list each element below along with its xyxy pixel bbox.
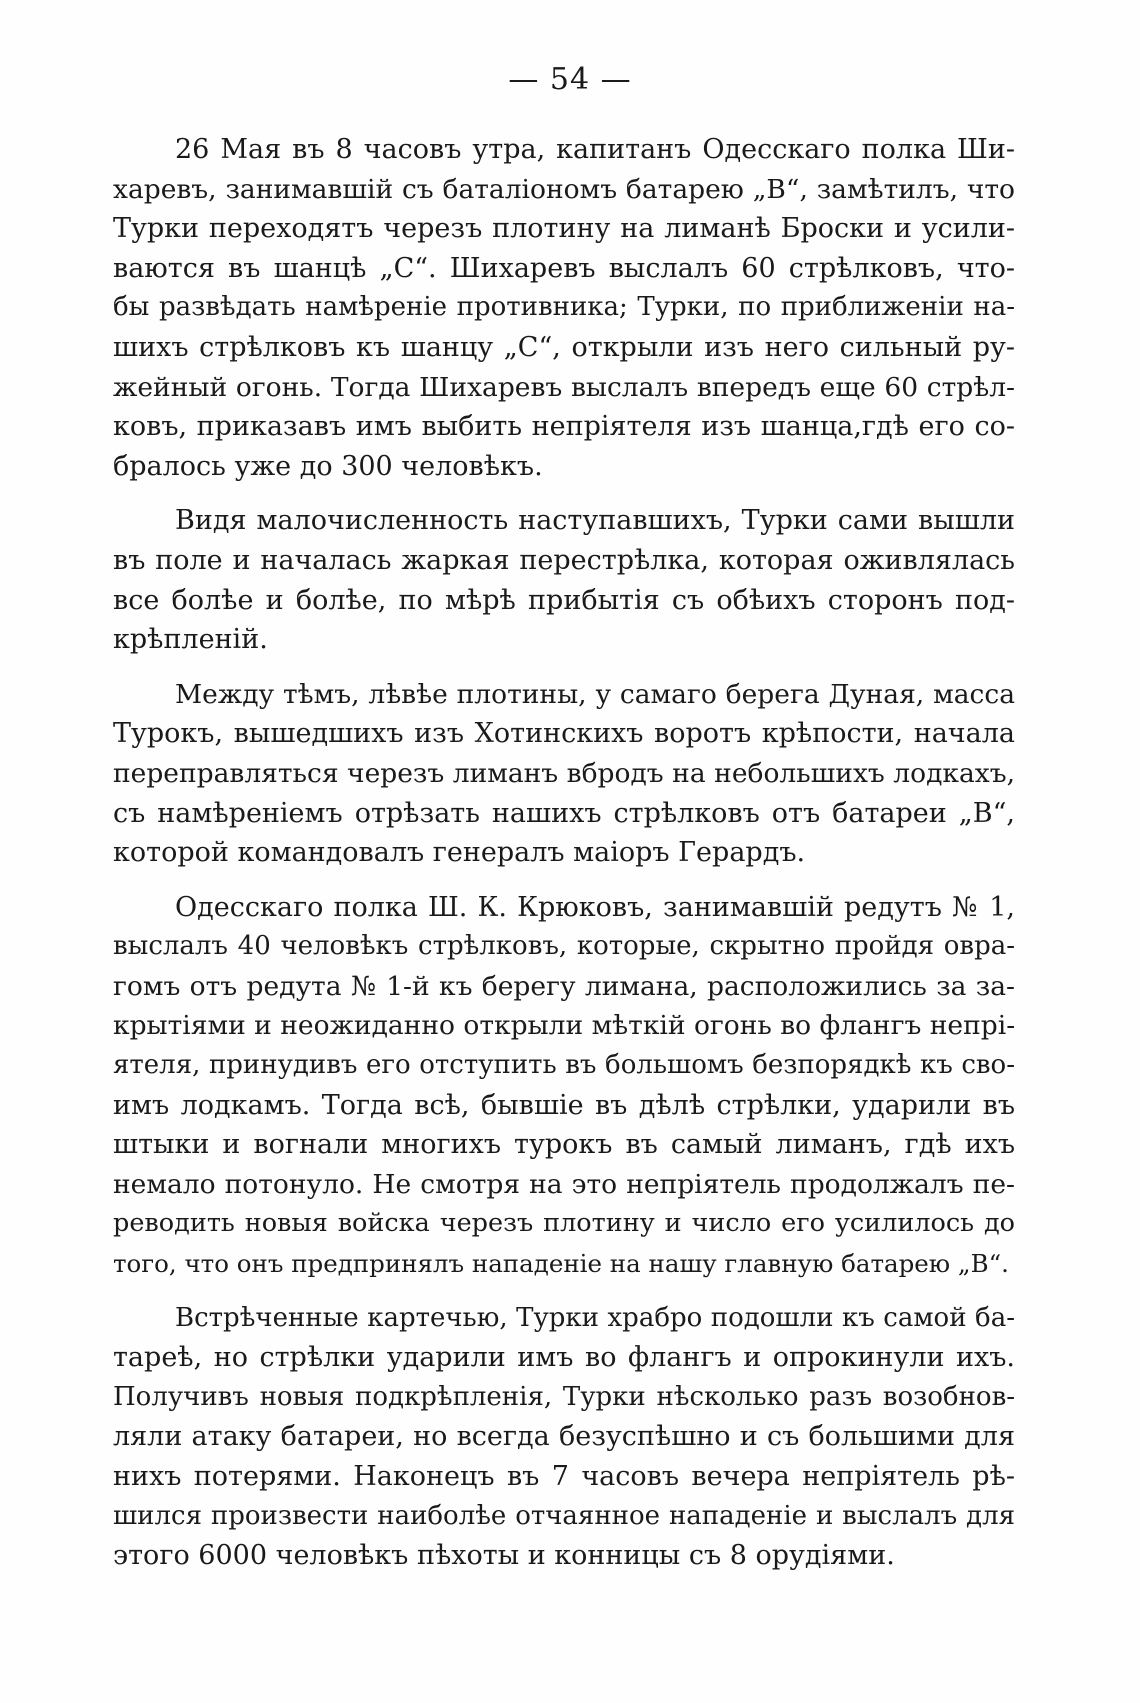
text-line: шихъ стрѣлковъ къ шанцу „С“, открыли изъ него сильный ру- bbox=[113, 331, 1015, 363]
text-line: Встрѣченные картечью, Турки храбро подошли къ самой ба- bbox=[175, 1302, 1015, 1333]
paragraph bbox=[113, 888, 1015, 1284]
text-line: харевъ, занимавшій съ баталіономъ батарею „В“, замѣтилъ, что bbox=[113, 173, 1015, 205]
text-line: штыки и вогнали многихъ турокъ въ самый лиманъ, гдѣ ихъ bbox=[113, 1129, 1015, 1161]
text-line: Турокъ, вышедшихъ изъ Хотинскихъ воротъ крѣпости, начала bbox=[113, 718, 1015, 750]
text-line: бы развѣдать намѣреніе противника; Турки, по приближеніи на- bbox=[113, 292, 1015, 323]
text-line: ваются въ шанцѣ „С“. Шихаревъ выслалъ 60 стрѣлковъ, что- bbox=[113, 252, 1015, 284]
text-line: крытіями и неожиданно открыли мѣткій огонь во флангъ непрі- bbox=[113, 1010, 1016, 1042]
paragraph bbox=[113, 1299, 1015, 1576]
text-line: этого 6000 человѣкъ пѣхоты и конницы съ 8 орудіями. bbox=[113, 1540, 895, 1572]
text-line: крѣпленій. bbox=[113, 624, 268, 656]
text-line: ковъ, приказавъ имъ выбить непріятеля изъ шанца,гдѣ его со- bbox=[113, 411, 1015, 443]
text-line: все болѣе и болѣе, по мѣрѣ прибытія съ обѣихъ сторонъ под- bbox=[113, 584, 1015, 616]
paragraph bbox=[113, 501, 1015, 659]
text-line: Турки переходятъ черезъ плотину на лиманѣ Броски и усили- bbox=[113, 213, 1015, 245]
text-line: того, что онъ предпринялъ нападеніе на нашу главную батарею „В“. bbox=[113, 1249, 1009, 1279]
text-line: реводить новыя войска черезъ плотину и число его усилилось до bbox=[113, 1208, 1015, 1239]
text-line: Видя малочисленность наступавшихъ, Турки сами вышли bbox=[175, 505, 1015, 537]
text-line: выслалъ 40 человѣкъ стрѣлковъ, которые, скрытно пройдя овра- bbox=[113, 931, 1015, 962]
page-number: — 54 — bbox=[508, 62, 632, 97]
text-line: тареѣ, но стрѣлки ударили имъ во флангъ и опрокинули ихъ. bbox=[113, 1342, 1015, 1374]
body-text bbox=[113, 130, 1015, 1591]
text-line: ляли атаку батареи, но всегда безуспѣшно и съ большими для bbox=[113, 1421, 1015, 1453]
text-line: бралось уже до 300 человѣкъ. bbox=[113, 450, 543, 482]
text-line: нихъ потерями. Наконецъ въ 7 часовъ вечера непріятель рѣ- bbox=[113, 1461, 1015, 1492]
paragraph bbox=[113, 130, 1015, 486]
text-line: немало потонуло. Не смотря на это непріятель продолжалъ пе- bbox=[113, 1168, 1015, 1200]
text-line: жейный огонь. Тогда Шихаревъ выслалъ впередъ еще 60 стрѣл- bbox=[113, 371, 1015, 403]
text-line: шился произвести наиболѣе отчаянное нападеніе и выслалъ для bbox=[113, 1500, 1015, 1531]
text-line: которой командовалъ генералъ маіоръ Герардъ. bbox=[113, 837, 806, 869]
text-line: ятеля, принудивъ его отступить въ большомъ безпорядкѣ къ сво- bbox=[113, 1050, 1015, 1081]
text-line: имъ лодкамъ. Тогда всѣ, бывшіе въ дѣлѣ стрѣлки, ударили въ bbox=[113, 1089, 1015, 1121]
text-line: въ поле и началась жаркая перестрѣлка, которая оживлялась bbox=[113, 544, 1015, 576]
text-line: гомъ отъ редута № 1-й къ берегу лимана, расположились за за- bbox=[113, 970, 1015, 1002]
text-line: Между тѣмъ, лѣвѣе плотины, у самаго берега Дуная, масса bbox=[175, 678, 1015, 710]
paragraph bbox=[113, 675, 1015, 873]
text-line: 26 Мая въ 8 часовъ утра, капитанъ Одесскаго полка Ши- bbox=[175, 134, 1015, 165]
text-line: Одесскаго полка Ш. К. Крюковъ, занимавшій редутъ № 1, bbox=[175, 891, 1015, 923]
text-line: переправляться черезъ лиманъ вбродъ на небольшихъ лодкахъ, bbox=[113, 757, 1015, 789]
text-line: Получивъ новыя подкрѣпленія, Турки нѣсколько разъ возобнов- bbox=[113, 1381, 1015, 1412]
text-line: съ намѣреніемъ отрѣзать нашихъ стрѣлковъ отъ батареи „В“, bbox=[113, 797, 1015, 829]
